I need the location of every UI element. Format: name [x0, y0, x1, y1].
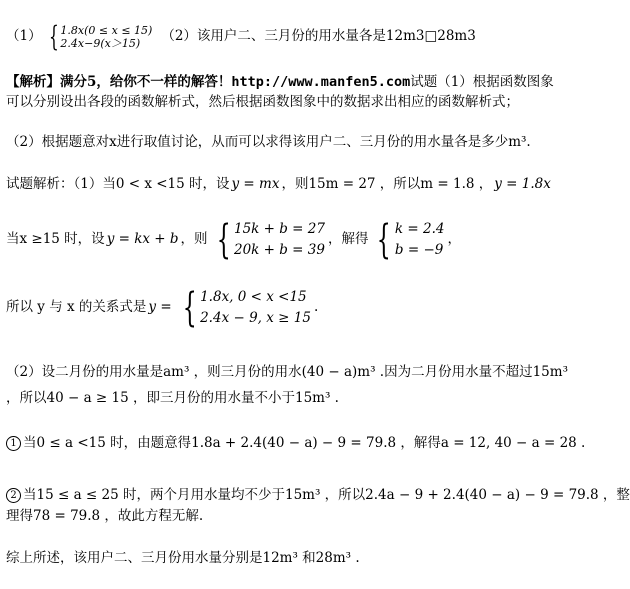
sys-eq-2: 20k + b = 39: [234, 241, 325, 258]
sys-eq-1: 15k + b = 27: [234, 221, 325, 237]
piece-2: 2.4x−9(x＞15): [60, 36, 141, 50]
relation-piece-2: 2.4x − 9, x ≥ 15: [200, 309, 311, 326]
solve-text: ，解得: [327, 231, 369, 248]
answer-header: [6, 20, 476, 53]
brace-icon: {: [48, 20, 59, 53]
brace-icon: {: [182, 285, 197, 331]
analysis-line-2: 可以分别设出各段的函数解析式，然后根据函数图象中的数据求出相应的函数解析式；: [6, 94, 519, 110]
part2-line-a: （2）设二月份的用水量是am³ ，则三月份的用水(40 − a)m³ .因为二月份用水量不超过15m³: [6, 364, 568, 380]
relation-end: .: [313, 299, 319, 316]
case-1-text: 当0 ≤ a <15 时，由题意得1.8a + 2.4(40 − a) − 9 = 79.8 ，解得a = 12, 40 − a = 28 .: [23, 434, 586, 451]
analysis-line-1: [6, 76, 554, 90]
relation-y: y =: [148, 299, 172, 316]
part2-answer: （2）该用户二、三月份的用水量各是12m3□28m3: [161, 27, 476, 44]
solution-intro: [6, 178, 553, 192]
circled-number-icon: 2: [6, 488, 21, 503]
brace-icon: {: [216, 217, 231, 263]
conclusion: 综上所述，该用户二、三月份用水量分别是12m³ 和28m³ .: [6, 550, 360, 566]
source-url[interactable]: http://www.manfen5.com: [231, 74, 411, 90]
relation-intro: 所以 y 与 x 的关系式是: [6, 299, 147, 316]
piecewise-answer: [45, 20, 153, 53]
case-2: [6, 488, 630, 503]
then-text-2: ，则: [180, 231, 208, 248]
part2-line-b: ，所以40 − a ≥ 15 ，即三月份的用水量不小于15m³ .: [6, 390, 339, 406]
case-2-text-b: 理得78 = 79.8 ，故此方程无解.: [6, 508, 204, 524]
analysis-line-3: （2）根据题意对x进行取值讨论，从而可以求得该用户二、三月份的用水量各是多少m³.: [6, 134, 531, 150]
analysis-line-1-rest: 试题（1）根据函数图象: [410, 74, 554, 90]
sol-k: k = 2.4: [394, 221, 445, 237]
case2-intro: 当x ≥15 时，设: [6, 231, 105, 248]
case-1: [6, 436, 585, 451]
analysis-tag: 【解析】满分5，给你不一样的解答！: [6, 74, 232, 90]
relation-system: [177, 285, 311, 331]
system-solution: [371, 217, 445, 263]
case-2-text-a: 当15 ≤ a ≤ 25 时，两个月用水量均不少于15m³ ，所以2.4a − 9 + 2.4(40 − a) − 9 = 79.8 ，整: [23, 486, 630, 503]
intro-text: 试题解析：（1）当0 < x <15 时，设: [6, 176, 230, 192]
sol-b: b = −9: [394, 241, 444, 258]
relation-line: [6, 285, 319, 331]
tail-2: ，: [447, 231, 461, 248]
then-text-1: ，则15m = 27 ，所以m = 1.8 ，: [281, 176, 493, 192]
circled-number-icon: 1: [6, 436, 21, 451]
eq-ykxb: y = kx + b: [106, 231, 179, 248]
eq-ymx: y = mx: [231, 176, 280, 192]
brace-icon: {: [377, 217, 392, 263]
result-1: y = 1.8x: [494, 176, 551, 192]
part1-label: （1）: [6, 27, 42, 44]
piece-1: 1.8x(0 ≤ x ≤ 15): [60, 23, 153, 37]
relation-piece-1: 1.8x, 0 < x <15: [200, 289, 307, 305]
system-equations: [211, 217, 325, 263]
case-2-line: [6, 217, 461, 263]
